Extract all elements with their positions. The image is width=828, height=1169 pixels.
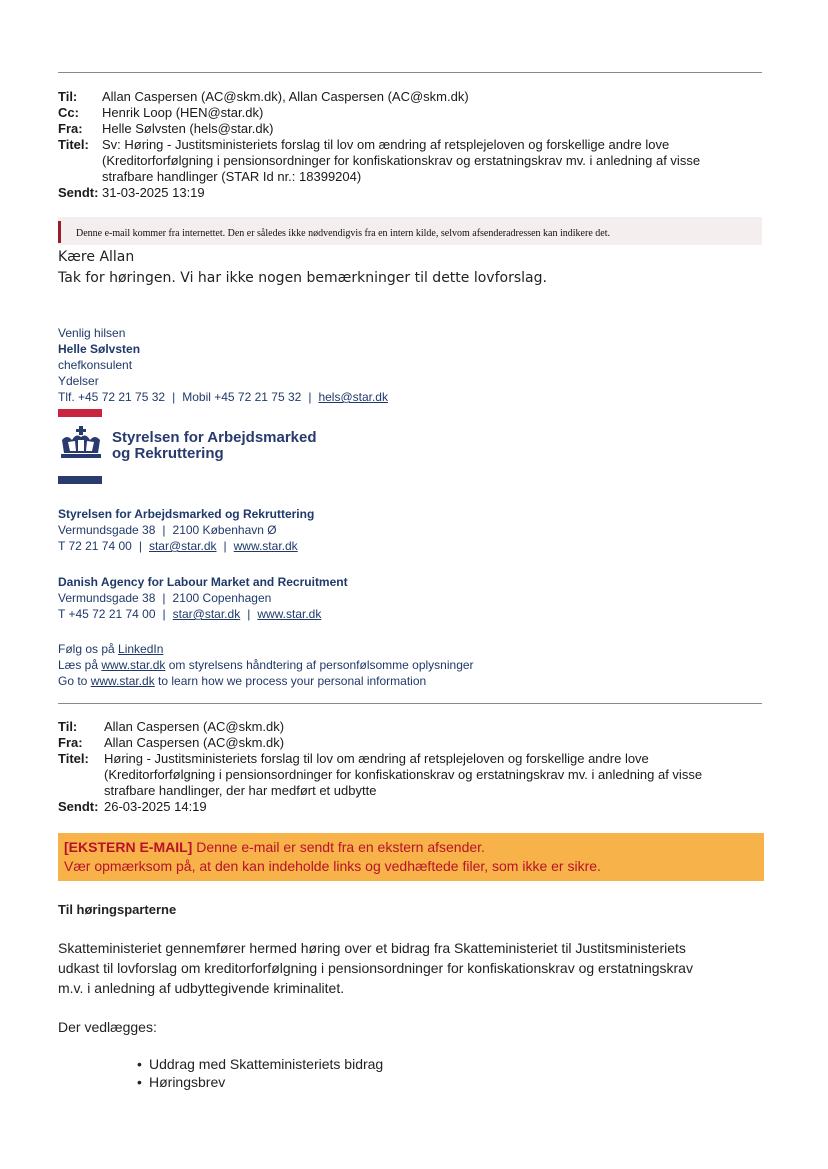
cc-label: Cc: xyxy=(58,105,79,120)
bullet-icon: • xyxy=(137,1056,142,1072)
original-email-header xyxy=(58,719,768,815)
address-en-contact-line xyxy=(58,606,348,622)
from-row xyxy=(58,121,768,137)
external-email-warning xyxy=(58,833,764,881)
cc-value[interactable]: Henrik Loop (HEN@star.dk) xyxy=(102,105,264,120)
linkedin-link[interactable]: LinkedIn xyxy=(118,642,164,656)
address-en-street: Vermundsgade 38 xyxy=(58,591,156,605)
logo-line-1: Styrelsen for Arbejdsmarked xyxy=(112,429,317,446)
address-dk-web-link[interactable]: www.star.dk xyxy=(233,539,298,553)
signature-email-link[interactable]: hels@star.dk xyxy=(318,390,388,404)
follow-line xyxy=(58,641,474,657)
separator: | xyxy=(308,390,312,404)
address-dk-street: Vermundsgade 38 xyxy=(58,523,156,537)
privacy-en-line xyxy=(58,673,474,689)
orig-subject-label: Titel: xyxy=(58,751,89,766)
orig-sent-row xyxy=(58,799,768,815)
orig-to-value[interactable]: Allan Caspersen (AC@skm.dk) xyxy=(104,719,285,734)
separator: | xyxy=(162,523,166,537)
signature-mobile: Mobil +45 72 21 75 32 xyxy=(182,390,302,404)
mid-divider xyxy=(58,703,762,704)
address-dk-phone: T 72 21 74 00 xyxy=(58,539,132,553)
bullet-icon: • xyxy=(137,1074,142,1090)
address-dk-org: Styrelsen for Arbejdsmarked og Rekruttering xyxy=(58,507,315,521)
to-label: Til: xyxy=(58,89,78,104)
logo-red-bar xyxy=(58,409,102,417)
subject-value xyxy=(102,137,768,185)
footer-links xyxy=(58,641,474,689)
logo-text xyxy=(112,430,317,462)
go-suffix: to learn how we process your personal information xyxy=(154,674,427,688)
orig-sent-label: Sendt: xyxy=(58,799,99,814)
orig-to-row xyxy=(58,719,768,735)
cc-row xyxy=(58,105,768,121)
follow-prefix: Følg os på xyxy=(58,642,119,656)
signature-contact xyxy=(58,389,388,405)
crown-icon xyxy=(58,426,104,467)
subject-line-3: strafbare handlinger (STAR Id nr.: 18399204) xyxy=(102,169,362,184)
warning-line-2: Vær opmærksom på, at den kan indeholde links og vedhæftede filer, som ikke er sikre. xyxy=(64,858,601,874)
sent-row xyxy=(58,185,768,201)
read-suffix: om styrelsens håndtering af personfølsomme oplysninger xyxy=(165,658,474,672)
notice-text: Denne e-mail kommer fra internettet. Den er således ikke nødvendigvis fra en intern kilde, selvom afsenderadressen kan indikere det. xyxy=(76,228,610,239)
address-en-web-link[interactable]: www.star.dk xyxy=(257,607,322,621)
attachment-1: Uddrag med Skatteministeriets bidrag xyxy=(149,1056,384,1072)
orig-subject-line-3: strafbare handlinger, der har medført et udbytte xyxy=(104,783,377,798)
address-en-org: Danish Agency for Labour Market and Recruitment xyxy=(58,575,348,589)
orig-subject-line-1: Høring - Justitsministeriets forslag til lov om ændring af retsplejeloven og forskellige andre love xyxy=(104,751,649,766)
sent-value: 31-03-2025 13:19 xyxy=(102,185,205,200)
separator: | xyxy=(247,607,251,621)
separator: | xyxy=(138,539,142,553)
orig-subject-row xyxy=(58,751,768,799)
address-dk-street-line xyxy=(58,522,314,538)
separator: | xyxy=(162,591,166,605)
warning-tag: [EKSTERN E-MAIL] xyxy=(64,839,193,855)
address-dk-contact-line xyxy=(58,538,314,554)
body-heading: Til høringsparterne xyxy=(58,902,177,917)
reply-greeting: Kære Allan xyxy=(58,249,135,265)
orig-subject-value xyxy=(104,751,768,799)
separator: | xyxy=(223,539,227,553)
reply-email-header xyxy=(58,89,768,201)
separator: | xyxy=(162,607,166,621)
paragraph-line-1: Skatteministeriet gennemfører hermed høring over et bidrag fra Skatteministeriet til Justitsministeriets xyxy=(58,940,686,956)
warning-line-1 xyxy=(64,838,601,857)
attachment-list xyxy=(137,1055,383,1091)
go-prefix: Go to xyxy=(58,674,91,688)
signature-phone: Tlf. +45 72 21 75 32 xyxy=(58,390,166,404)
subject-line-2: (Kreditorforfølgning i pensionsordninger for konfiskationskrav og erstatningskrav mv. i anledning af visse xyxy=(102,153,701,168)
address-en-street-line xyxy=(58,590,348,606)
privacy-dk-line xyxy=(58,657,474,673)
orig-from-value[interactable]: Allan Caspersen (AC@skm.dk) xyxy=(104,735,285,750)
logo-line-2: og Rekruttering xyxy=(112,445,224,462)
list-item[interactable] xyxy=(137,1073,383,1091)
logo-blue-bar xyxy=(58,476,102,484)
notice-accent-bar xyxy=(58,221,61,243)
orig-to-label: Til: xyxy=(58,719,78,734)
separator: | xyxy=(172,390,176,404)
orig-subject-line-2: (Kreditorforfølgning i pensionsordninger for konfiskationskrav og erstatningskrav mv. i anledning af visse xyxy=(104,767,703,782)
sent-label: Sendt: xyxy=(58,185,99,200)
attached-label: Der vedlægges: xyxy=(58,1019,157,1035)
signature-title: chefkonsulent xyxy=(58,358,133,372)
address-en-email-link[interactable]: star@star.dk xyxy=(172,607,241,621)
from-value[interactable]: Helle Sølvsten (hels@star.dk) xyxy=(102,121,274,136)
signature-closing: Venlig hilsen xyxy=(58,326,126,340)
orig-from-label: Fra: xyxy=(58,735,83,750)
signature-unit: Ydelser xyxy=(58,374,99,388)
list-item[interactable] xyxy=(137,1055,383,1073)
to-value[interactable]: Allan Caspersen (AC@skm.dk), Allan Caspersen (AC@skm.dk) xyxy=(102,89,469,104)
to-row xyxy=(58,89,768,105)
body-paragraph xyxy=(58,938,693,998)
address-dk-city: 2100 København Ø xyxy=(172,523,277,537)
paragraph-line-2: udkast til lovforslag om kreditorforfølgning i pensionsordninger for konfiskationskrav og erstatningskrav xyxy=(58,960,693,976)
internet-notice xyxy=(58,217,762,245)
address-en-phone: T +45 72 21 74 00 xyxy=(58,607,156,621)
subject-label: Titel: xyxy=(58,137,89,152)
address-dk-email-link[interactable]: star@star.dk xyxy=(148,539,217,553)
address-en-city: 2100 Copenhagen xyxy=(172,591,272,605)
orig-sent-value: 26-03-2025 14:19 xyxy=(104,799,207,814)
paragraph-line-3: m.v. i anledning af udbyttegivende kriminalitet. xyxy=(58,980,345,996)
from-label: Fra: xyxy=(58,121,83,136)
privacy-en-link[interactable]: www.star.dk xyxy=(90,674,155,688)
top-divider xyxy=(58,72,762,73)
subject-row xyxy=(58,137,768,185)
orig-from-row xyxy=(58,735,768,751)
reply-text: Tak for høringen. Vi har ikke nogen bemærkninger til dette lovforslag. xyxy=(58,270,547,286)
signature xyxy=(58,325,388,405)
address-english xyxy=(58,574,348,622)
read-prefix: Læs på xyxy=(58,658,102,672)
attachment-2: Høringsbrev xyxy=(149,1074,226,1090)
privacy-dk-link[interactable]: www.star.dk xyxy=(101,658,166,672)
signature-name: Helle Sølvsten xyxy=(58,342,141,356)
address-danish xyxy=(58,506,314,554)
warning-text-1: Denne e-mail er sendt fra en ekstern afsender. xyxy=(192,839,485,855)
subject-line-1: Sv: Høring - Justitsministeriets forslag til lov om ændring af retsplejeloven og forskellige andre love xyxy=(102,137,670,152)
